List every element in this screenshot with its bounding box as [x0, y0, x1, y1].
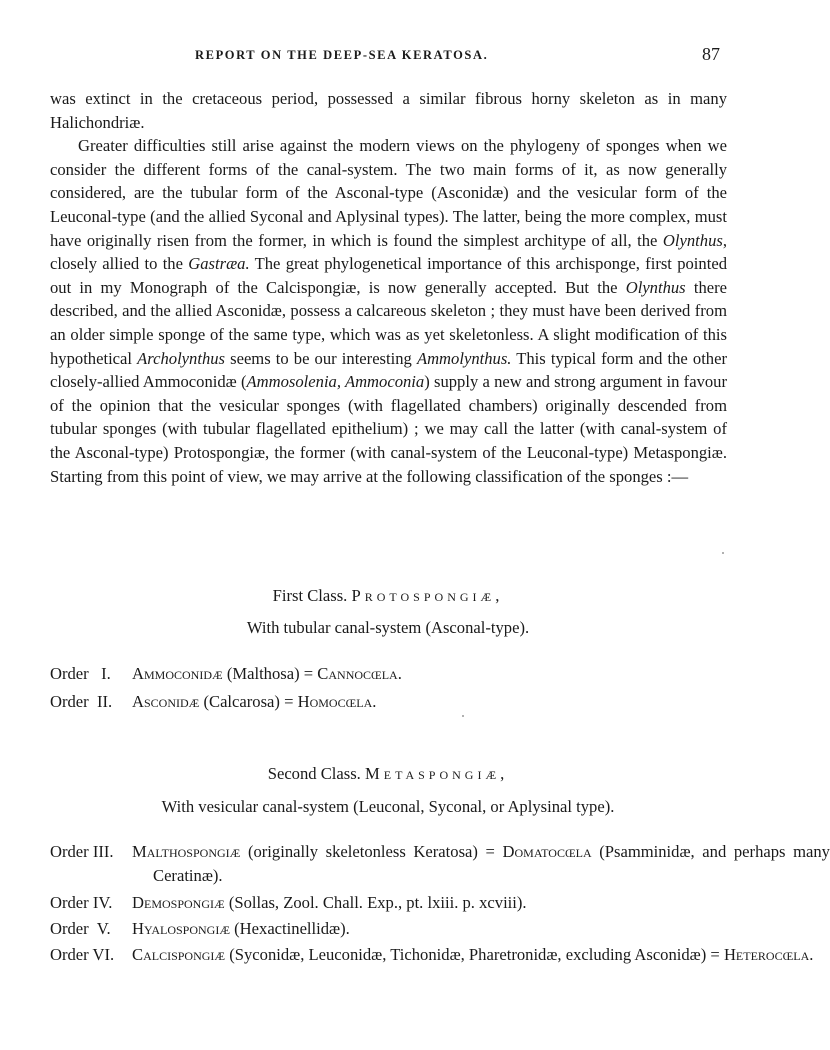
- taxon-archolynthus: Archolynthus: [137, 348, 226, 368]
- order-row: Order III. Malthospongiæ (originally skeletonless Keratosa) = Domatocœla (Psamminidæ, and perhaps many Ceratinæ).: [50, 842, 830, 885]
- stray-mark: [722, 552, 724, 554]
- order-row: Order I. Ammoconidæ (Malthosa) = Cannocœla.: [50, 664, 402, 683]
- taxon-gastraea: Gastræa.: [188, 254, 250, 274]
- running-title: REPORT ON THE DEEP-SEA KERATOSA.: [195, 48, 489, 62]
- order-row: Order VI. Calcispongiæ (Syconidæ, Leuconidæ, Tichonidæ, Pharetronidæ, excluding Asconidæ) = Heterocœla.: [50, 945, 814, 964]
- stray-mark: [462, 715, 464, 717]
- body-text: [50, 87, 727, 488]
- order-row: Order V. Hyalospongiæ (Hexactinellidæ).: [50, 919, 350, 938]
- order-row: Order IV. Demospongiæ (Sollas, Zool. Chall. Exp., pt. lxiii. p. xcviii).: [50, 893, 527, 912]
- first-class-name: Protospongiæ,: [351, 586, 504, 605]
- second-class-title: Second Class. Metaspongiæ,: [267, 764, 509, 783]
- page-header: [0, 44, 776, 68]
- taxon-ammolynthus: Ammolynthus.: [416, 348, 512, 368]
- second-class-subtitle: With vesicular canal-system (Leuconal, Syconal, or Aplysinal type).: [161, 797, 615, 816]
- page-number: 87: [702, 44, 720, 64]
- order-row: Order II. Asconidæ (Calcarosa) = Homocœla.: [50, 692, 377, 711]
- first-class-subtitle: With tubular canal-system (Asconal-type).: [246, 618, 530, 637]
- taxon-olynthus: Olynthus: [662, 230, 723, 250]
- first-class-title: First Class. Protospongiæ,: [272, 586, 504, 605]
- taxon-olynthus-2: Olynthus: [625, 277, 686, 297]
- second-class-name: Metaspongiæ,: [364, 764, 509, 783]
- taxon-ammosolenia: Ammosolenia, Ammoconia: [246, 372, 425, 392]
- paragraph-2: Greater difficulties still arise against the modern views on the phylogeny of sponges when we consider the different forms of the canal-system. The two main forms of it, as now generally considered, are the tubular form of the Asconal-type (Asconidæ) and the vesicular form of the Leuconal-type (and the allied Syconal and Aplysinal types). The latter, being the more complex, must have originally risen from the former, in which is found the simplest architype of all, the Olynthus, closely allied to the Gastræa. The great phylogenetical importance of this archisponge, first pointed out in my Monograph of the Calcispongiæ, is now generally accepted. But the Olynthus there described, and the allied Asconidæ, possess a calcareous skeleton ; they must have been derived from an older simple sponge of the same type, which was as yet skeletonless. A slight modification of this hypothetical Archolynthus seems to be our interesting Ammolynthus. This typical form and the other closely-allied Ammoconidæ (Ammosolenia, Ammoconia) supply a new and strong argument in favour of the opinion that the vesicular sponges (with flagellated chambers) originally descended from tubular sponges (with tubular flagellated epithelium) ; we may call the latter (with canal-system of the Asconal-type) Protospongiæ, the former (with canal-system of the Leuconal-type) Metaspongiæ. Starting from this point of view, we may arrive at the following classification of the sponges :—: [50, 136, 728, 486]
- paragraph-1: was extinct in the cretaceous period, possessed a similar fibrous horny skeleton as in many Halichondriæ.: [50, 89, 727, 132]
